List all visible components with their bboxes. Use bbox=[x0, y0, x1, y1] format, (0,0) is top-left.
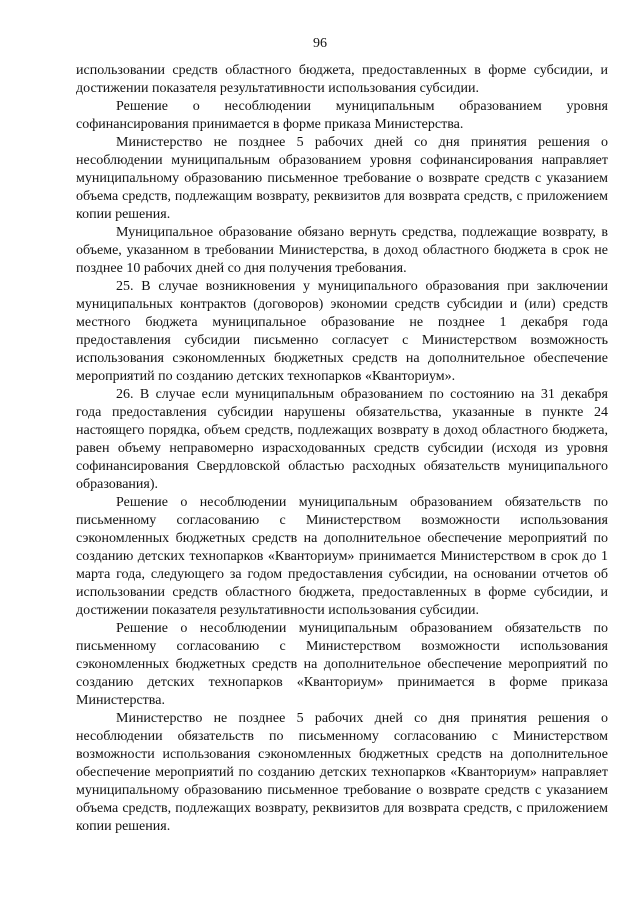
paragraph-return-obligation: Муниципальное образование обязано вернуть средства, подлежащие возврату, в объеме, указанном в требовании Министерства, в доход областного бюджета в срок не позднее 10 рабочих дней со дня получения требования. bbox=[76, 225, 608, 276]
paragraph-continuation: использовании средств областного бюджета, предоставленных в форме субсидии, и достижении показателя результативности использования субсидии. bbox=[76, 63, 608, 96]
document-body bbox=[76, 62, 608, 836]
paragraph-ministry-demand: Министерство не позднее 5 рабочих дней со дня принятия решения о несоблюдении муниципальным образованием уровня софинансирования направляет муниципальному образованию письменное требование о возврате средств с указанием объема средств, подлежащим возврату, реквизитов для возврата средств, с приложением копии решения. bbox=[76, 135, 608, 222]
paragraph-clause-26: 26. В случае если муниципальным образованием по состоянию на 31 декабря года предоставления субсидии нарушены обязательства, указанные в пункте 24 настоящего порядка, объем средств, подлежащих возврату в доход областного бюджета, равен объему неправомерно израсходованных средств субсидии (исходя из уровня софинансирования Свердловской областью расходных обязательств муниципального образования). bbox=[76, 387, 608, 492]
paragraph-cofinancing-decision: Решение о несоблюдении муниципальным образованием уровня софинансирования принимается в форме приказа Министерства. bbox=[76, 99, 608, 132]
paragraph-return-requirement: Министерство не позднее 5 рабочих дней со дня принятия решения о несоблюдении обязательств по письменному согласованию с Министерством возможности использования сэкономленных бюджетных средств на дополнительное обеспечение мероприятий по созданию детских технопарков «Кванториум» направляет муниципальному образованию письменное требование о возврате средств с указанием объема средств, подлежащих возврату, реквизитов для возврата средств, с приложением копии решения. bbox=[76, 711, 608, 834]
paragraph-clause-25: 25. В случае возникновения у муниципального образования при заключении муниципальных контрактов (договоров) экономии средств субсидии и (или) средств местного бюджета муниципальное образование не позднее 1 декабря года предоставления субсидии письменно согласует с Министерством возможность использования сэкономленных бюджетных средств на дополнительное обеспечение мероприятий по созданию детских технопарков «Кванториум». bbox=[76, 279, 608, 384]
page-number: 96 bbox=[313, 36, 327, 51]
paragraph-decision-form: Решение о несоблюдении муниципальным образованием обязательств по письменному согласованию с Министерством возможности использования сэкономленных бюджетных средств на дополнительное обеспечение мероприятий по созданию детских технопарков «Кванториум» принимается в форме приказа Министерства. bbox=[76, 621, 608, 708]
paragraph-ministry-decision-deadline: Решение о несоблюдении муниципальным образованием обязательств по письменному согласованию с Министерством возможности использования сэкономленных бюджетных средств на дополнительное обеспечение мероприятий по созданию детских технопарков «Кванториум» принимается Министерством в срок до 1 марта года, следующего за годом предоставления субсидии, на основании отчетов об использовании средств областного бюджета, предоставленных в форме субсидии, и достижении показателя результативности использования субсидии. bbox=[76, 495, 608, 618]
